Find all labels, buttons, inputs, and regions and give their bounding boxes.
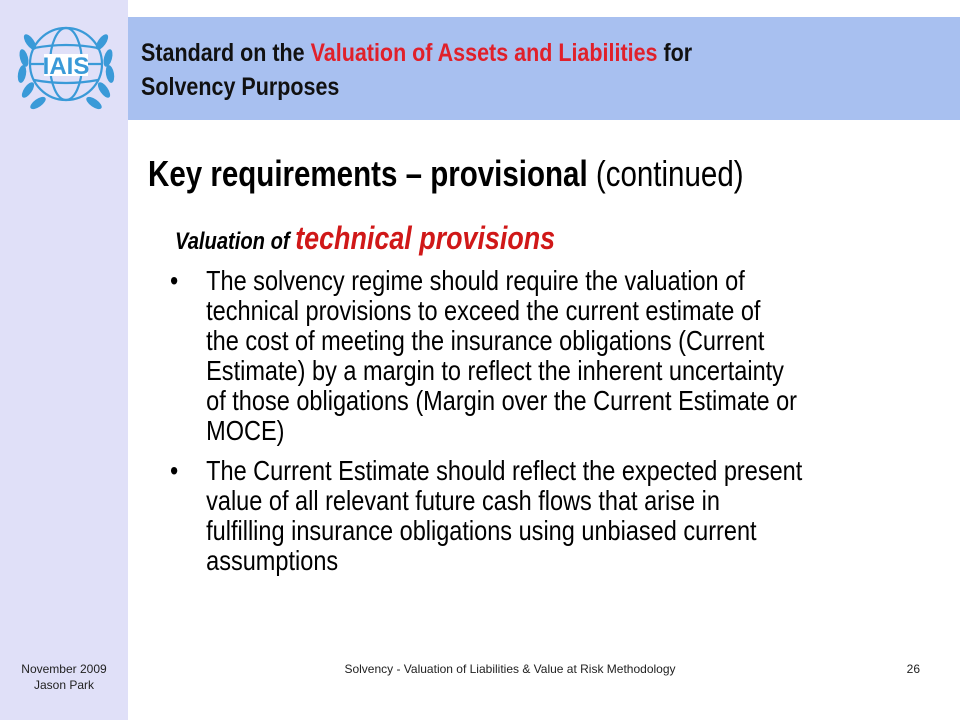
heading-normal: (continued) — [587, 153, 744, 194]
footer-author: Jason Park — [33, 678, 95, 692]
header-title-line2: Solvency Purposes — [141, 73, 340, 101]
logo-text: IAIS — [42, 53, 90, 80]
iais-logo — [10, 8, 122, 120]
bullet-marker: • — [170, 265, 179, 296]
bullet-marker: • — [170, 455, 179, 486]
footer-date: November 2009 — [21, 662, 107, 676]
bullet-line: the cost of meeting the insurance obligations (Current — [206, 325, 765, 356]
bullet-list — [170, 266, 926, 586]
bullet-line: The Current Estimate should reflect the expected present — [206, 455, 803, 486]
footer-title: Solvency - Valuation of Liabilities & Value at Risk Methodology — [344, 662, 676, 676]
header-title-line1 — [141, 36, 829, 70]
subheading-large: technical provisions — [295, 220, 556, 256]
bullet-line: The solvency regime should require the valuation of — [206, 265, 745, 296]
iais-globe-logo-icon — [10, 8, 122, 120]
bullet-line: technical provisions to exceed the current estimate of — [206, 295, 761, 326]
header-title-highlight: Valuation of Assets and Liabilities — [310, 39, 658, 67]
bullet-line: Estimate) by a margin to reflect the inherent uncertainty — [206, 355, 784, 386]
bullet-item — [170, 456, 926, 576]
slide-heading — [148, 152, 744, 196]
bullet-line: assumptions — [206, 545, 339, 576]
bullet-item — [170, 266, 926, 446]
page-number: 26 — [906, 662, 920, 676]
header-title — [141, 36, 829, 104]
header-title-part1: Standard on the — [141, 39, 311, 67]
header-title-part2: for — [657, 39, 693, 67]
heading-bold: Key requirements – provisional — [148, 153, 588, 194]
bullet-line: of those obligations (Margin over the Current Estimate or — [206, 385, 798, 416]
bullet-line: fulfilling insurance obligations using unbiased current — [206, 515, 757, 546]
bullet-line: MOCE) — [206, 415, 285, 446]
subheading — [175, 220, 555, 257]
bullet-line: value of all relevant future cash flows that arise in — [206, 485, 720, 516]
subheading-small: Valuation of — [175, 228, 296, 255]
footer-left — [0, 661, 128, 693]
